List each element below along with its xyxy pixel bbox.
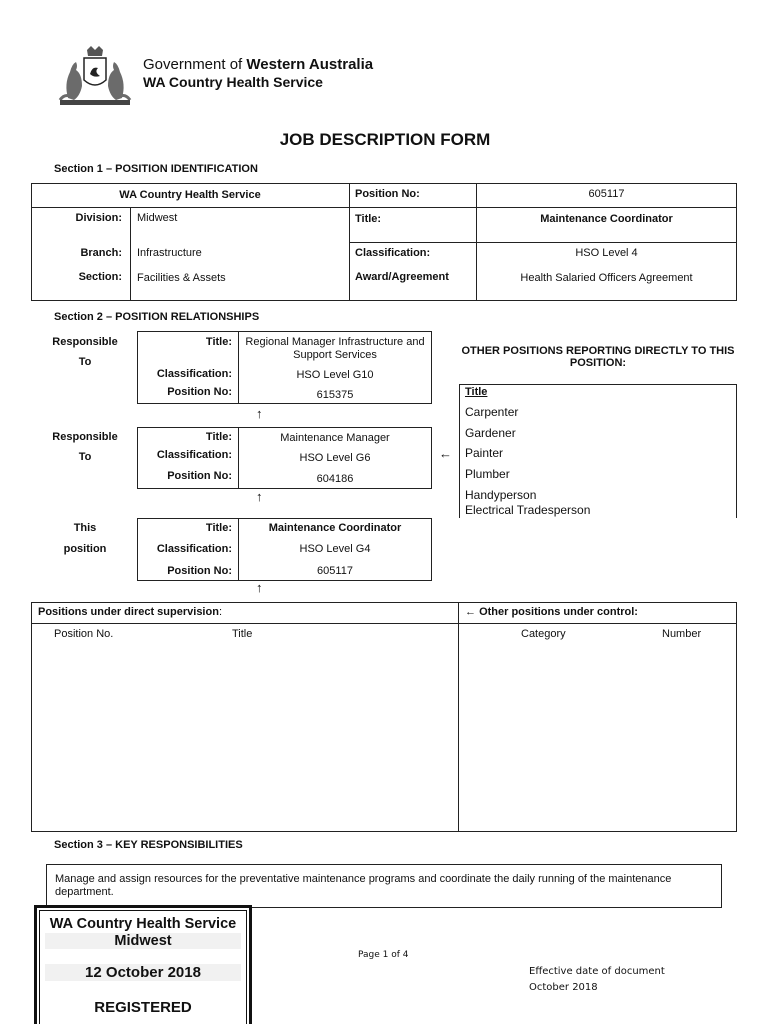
title-label: Title: — [355, 213, 382, 225]
effective-date-label: Effective date of document — [529, 966, 665, 977]
resp2-title-label: Title: — [205, 431, 232, 443]
other-title-header: Title — [465, 386, 488, 398]
section1-heading: Section 1 – POSITION IDENTIFICATION — [54, 163, 258, 175]
under-supervision-label-text: Positions under direct supervision — [38, 606, 219, 618]
position-no-value: 605117 — [588, 188, 625, 200]
title-value: Maintenance Coordinator — [540, 213, 673, 225]
key-responsibilities-text: Manage and assign resources for the preventative maintenance programs and coordinate the daily running of the maintenance department. — [55, 873, 672, 898]
resp1-classification: HSO Level G10 — [296, 369, 374, 381]
up-arrow-icon: ↑ — [256, 580, 263, 595]
award-label: Award/Agreement — [355, 271, 449, 283]
list-item: Handyperson — [465, 488, 537, 502]
classification-label: Classification: — [355, 247, 431, 259]
this-title: Maintenance Coordinator — [268, 522, 402, 534]
under-supervision-colon: : — [218, 606, 222, 618]
this-classification: HSO Level G4 — [299, 543, 371, 555]
control-col-number: Number — [662, 628, 702, 640]
section-value: Facilities & Assets — [137, 272, 226, 284]
list-item: Painter — [465, 446, 504, 460]
responsible-to-2-label-2: To — [78, 451, 92, 463]
responsible-to-2-label: Responsible — [52, 431, 118, 443]
classification-value: HSO Level 4 — [575, 247, 638, 259]
left-arrow-icon: ← — [465, 606, 476, 618]
resp2-position-no: 604186 — [316, 473, 354, 485]
division-value: Midwest — [137, 212, 178, 224]
up-arrow-icon: ↑ — [256, 406, 263, 421]
left-arrow-icon: ← — [439, 446, 452, 461]
list-item: Gardener — [465, 426, 516, 440]
registered-stamp — [34, 905, 252, 1024]
list-item: Electrical Tradesperson — [465, 503, 591, 517]
this-class-label: Classification: — [156, 543, 232, 555]
list-item: Plumber — [465, 467, 510, 481]
resp1-title: Regional Manager Infrastructure and Support Services — [245, 336, 425, 361]
service-name: WA Country Health Service — [143, 74, 323, 90]
section-label: Section: — [78, 271, 122, 283]
this-pos-label: Position No: — [167, 565, 232, 577]
control-col-category: Category — [521, 628, 566, 640]
control-label-text: Other positions under control: — [479, 606, 638, 618]
government-crest-logo — [54, 44, 136, 108]
stamp-status: REGISTERED — [94, 999, 192, 1016]
resp1-pos-label: Position No: — [167, 386, 232, 398]
resp2-pos-label: Position No: — [167, 470, 232, 482]
branch-label: Branch: — [80, 247, 122, 259]
under-col-title: Title — [232, 628, 253, 640]
page-number: Page 1 of 4 — [358, 950, 409, 960]
responsible-to-1-label: Responsible — [52, 336, 118, 348]
this-position-label-2: position — [63, 543, 107, 555]
section3-heading: Section 3 – KEY RESPONSIBILITIES — [54, 839, 243, 851]
resp2-title: Maintenance Manager — [280, 432, 390, 444]
stamp-date: 12 October 2018 — [45, 964, 241, 981]
government-prefix: Government of — [143, 56, 247, 73]
stamp-line-2: Midwest — [45, 933, 241, 949]
division-label: Division: — [75, 212, 122, 224]
control-label — [465, 606, 638, 618]
branch-value: Infrastructure — [137, 247, 202, 259]
under-supervision-label — [38, 606, 222, 618]
org-name: WA Country Health Service — [119, 189, 261, 201]
this-position-label: This — [73, 522, 97, 534]
this-title-label: Title: — [205, 522, 232, 534]
resp1-class-label: Classification: — [156, 368, 232, 380]
resp2-classification: HSO Level G6 — [299, 452, 371, 464]
stamp-line-1: WA Country Health Service — [49, 916, 237, 932]
government-name — [143, 56, 373, 73]
under-col-position-no: Position No. — [54, 628, 114, 640]
this-position-no: 605117 — [317, 565, 353, 577]
page-title: JOB DESCRIPTION FORM — [279, 130, 491, 149]
government-state: Western Australia — [246, 56, 374, 73]
section2-heading: Section 2 – POSITION RELATIONSHIPS — [54, 311, 260, 323]
up-arrow-icon: ↑ — [256, 489, 263, 504]
position-no-label: Position No: — [355, 188, 420, 200]
award-value: Health Salaried Officers Agreement — [520, 272, 693, 284]
other-positions-heading: OTHER POSITIONS REPORTING DIRECTLY TO THIS POSITION: — [461, 345, 735, 369]
effective-date-value: October 2018 — [529, 982, 598, 993]
list-item: Carpenter — [465, 405, 519, 419]
supervision-table — [31, 602, 737, 832]
responsible-to-1-label-2: To — [78, 356, 92, 368]
resp1-position-no: 615375 — [316, 389, 354, 401]
other-positions-list — [465, 405, 590, 518]
resp1-title-label: Title: — [205, 336, 232, 348]
resp2-class-label: Classification: — [156, 449, 232, 461]
